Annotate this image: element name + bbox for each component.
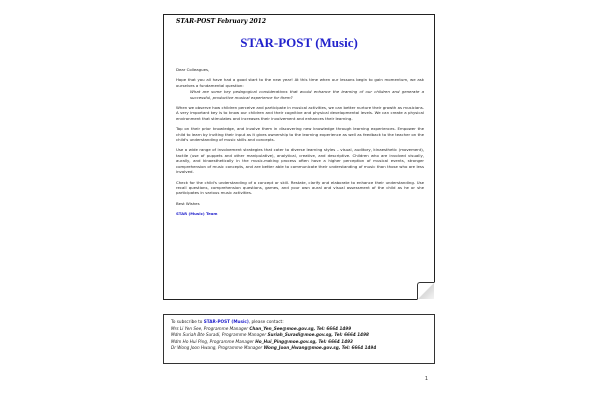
letter-body <box>176 67 424 222</box>
subscribe-prefix: To subscribe to <box>171 319 204 324</box>
contact-email-link[interactable]: Suriah_Suradi@moe.gov.sg <box>267 332 332 337</box>
contact-email-link[interactable]: Chan_Yen_See@moe.gov.sg <box>249 325 314 331</box>
paragraph-strategies: Use a wide range of involvement strategies that cater to diverse learning styles – visual, auditory, kinaesthetic (movement), tactile (use of puppets and other manipulative), analytical, creative, and descriptive. Children who are involved visually, aurally, and kinaesthetically in the music-making process often have a higher perception of musical events, stronger comprehension of music concepts, and are better able to communicate their understanding of music than those who are less involved. <box>176 147 424 175</box>
newsletter-title: STAR-POST (Music) <box>240 35 358 50</box>
team-signature: STAR (Music) Team <box>176 211 218 217</box>
subscribe-suffix: , please contact: <box>248 319 284 324</box>
contact-tel: , Tel: 6664 1494 <box>338 345 377 350</box>
contact-role: Mrs Li Yen See, Programme Manager <box>171 325 250 331</box>
contact-email-link[interactable]: Wong_Joon_Hwang@moe.gov.sg <box>263 345 339 350</box>
sign-off: Best Wishes <box>176 200 200 206</box>
contact-email-link[interactable]: Ho_Hui_Ping@moe.gov.sg <box>255 338 316 344</box>
paragraph-check-understanding: Check for the child's understanding of a concept or skill. Restate, clarify and elaborate to enhance their understanding. Use recall questions, comprehension questions, games, and your own aural and visual assessment of the child as he or she participates in various music activities. <box>176 179 424 196</box>
key-question: What are some key pedagogical considerations that would enhance the learning of our children and generate a successful, productive musical experience for them? <box>190 89 424 100</box>
paragraph-observe: When we observe how children perceive and participate in musical activities, we can better nurture their growth as musicians. A very important key is to know our children and their cognitive and physical developmental levels. We can create a physical environment that stimulates and increases their involvement and enhances their learning. <box>176 105 424 121</box>
contact-tel: , Tel: 6664 1499 <box>313 325 352 331</box>
page-curl-fold <box>417 282 434 299</box>
contact-tel: , Tel: 6664 1493 <box>315 338 353 344</box>
newsletter-page <box>163 14 435 300</box>
contact-role: Mdm Ho Hui Ping, Programme Manager <box>171 338 256 344</box>
contact-role: Mdm Suriah Bte Suradi, Programme Manager <box>171 332 268 337</box>
greeting: Dear Colleagues, <box>176 67 210 72</box>
subscription-box <box>163 314 435 364</box>
paragraph-prior-knowledge: Tap on their prior knowledge, and involve them in discovering new knowledge through learning experiences. Empower the child to learn by inviting their input as it gives ownership to the learning experience as well as feedback to the teacher on the child's understanding of music skills and concepts. <box>176 126 424 143</box>
issue-line: STAR-POST February 2012 <box>176 18 267 25</box>
page-number: 1 <box>424 376 428 382</box>
contact-role: Dr Wong Joon Hwang, Programme Manager <box>171 345 264 350</box>
contact-line <box>171 345 427 352</box>
contact-tel: , Tel: 6664 1498 <box>331 332 369 337</box>
intro-paragraph: Hope that you all have had a good start to the new year! At this time when our lessons begin to gain momentum, we ask ourselves a fundamental question: <box>176 77 424 88</box>
subscribe-newsletter-name: STAR-POST (Music) <box>203 319 249 324</box>
